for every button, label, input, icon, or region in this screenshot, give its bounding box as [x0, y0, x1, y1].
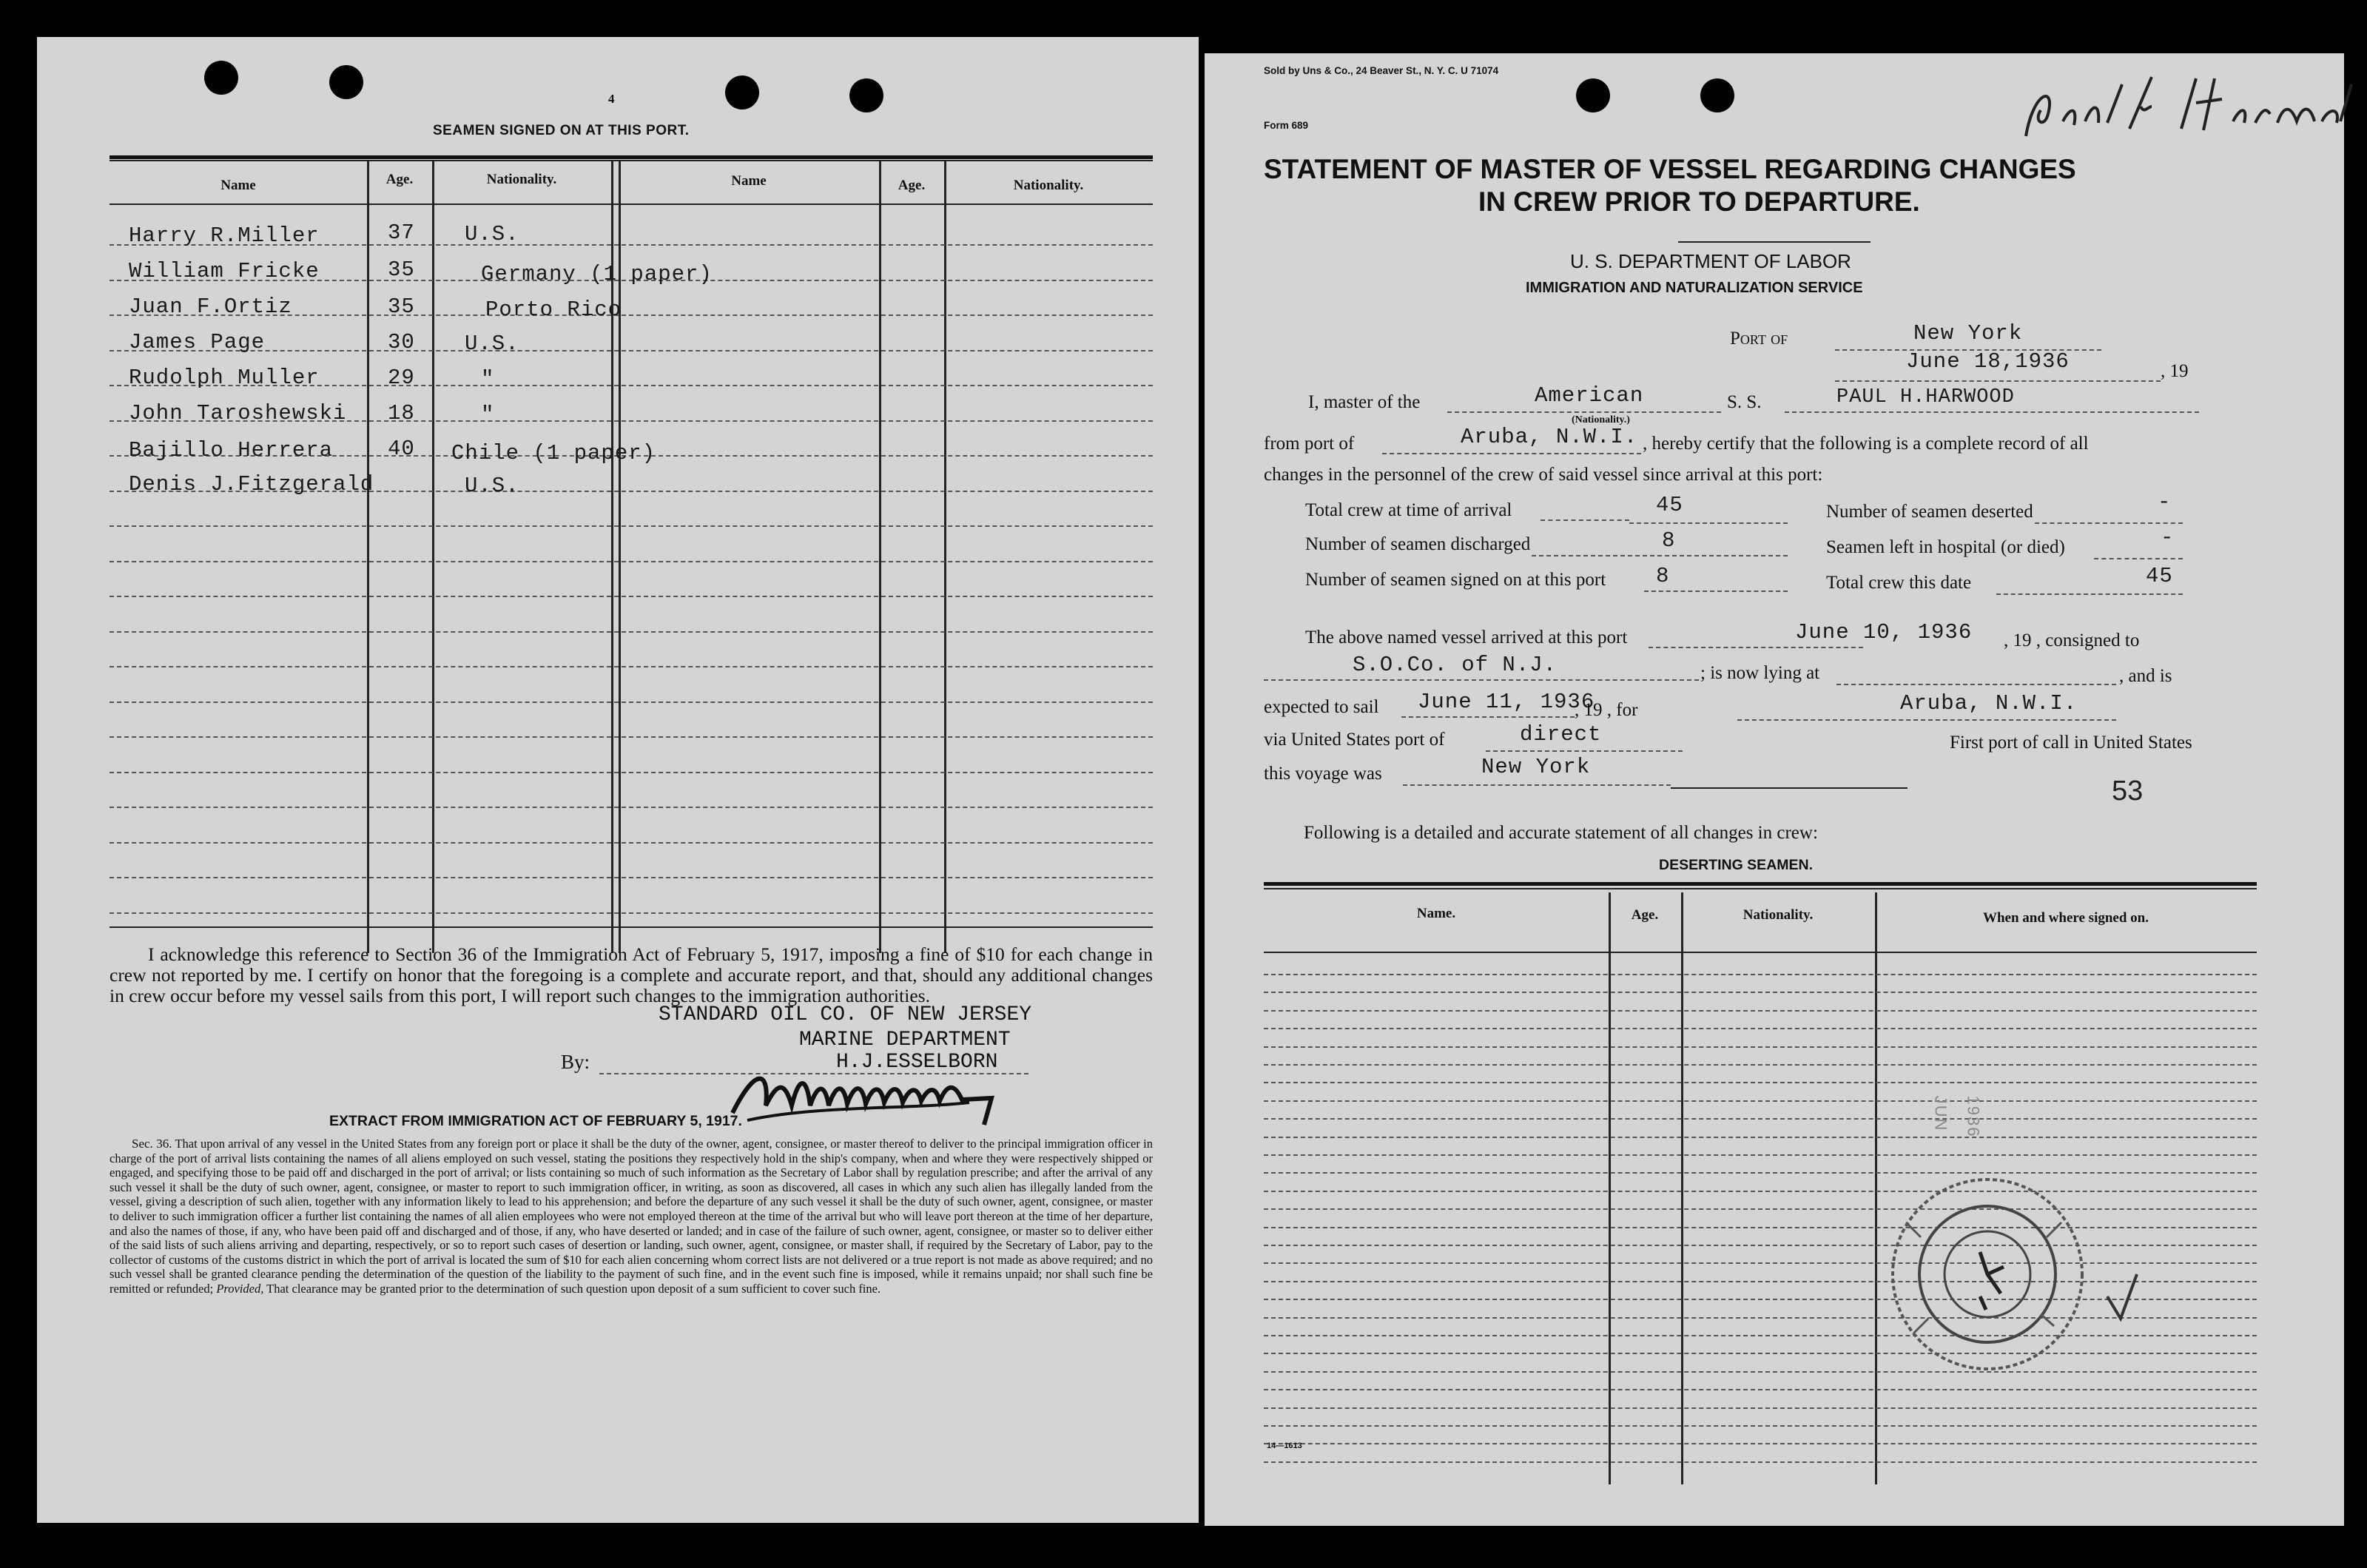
- extract-provided: Provided,: [216, 1281, 264, 1296]
- date-stamp-month: JUN: [1931, 1095, 1950, 1132]
- form-code: 14—1613: [1267, 1441, 1302, 1450]
- following-text: Following is a detailed and accurate statement of all changes in crew:: [1304, 823, 1818, 843]
- via-line: [1486, 750, 1683, 752]
- ruling-line: [1264, 1245, 2257, 1246]
- column-header-nationality-2: Nationality.: [1013, 178, 1084, 193]
- crew-name: Denis J.Fitzgerald: [129, 472, 374, 497]
- immigration-seal: [1869, 1163, 2106, 1385]
- expected-line: [1401, 716, 1575, 718]
- nationality-line: [1447, 411, 1721, 413]
- crew-name: William Fricke: [129, 259, 320, 283]
- page-count: 53: [2112, 775, 2144, 807]
- signed-on-label: Number of seamen signed on at this port: [1305, 570, 1606, 590]
- vessel-line: [1785, 411, 2199, 413]
- ruling-line: [1264, 1118, 2257, 1120]
- nationality-value: American: [1535, 383, 1644, 408]
- ruling-line: [1264, 1353, 2257, 1354]
- punch-hole: [1576, 78, 1610, 112]
- ruling-line: [1264, 1010, 2257, 1012]
- deserting-header-age: Age.: [1631, 907, 1659, 923]
- total-crew-arrival-value: 45: [1656, 493, 1683, 517]
- signed-on-value: 8: [1656, 564, 1670, 588]
- consigned-text: , 19 , consigned to: [2004, 630, 2140, 650]
- voyage-value: New York: [1481, 755, 1591, 779]
- crew-nationality: Germany (1 paper): [481, 262, 713, 286]
- first-port-label: First port of call in United States: [1950, 733, 2192, 753]
- from-port-value: Aruba, N.W.I.: [1461, 425, 1638, 449]
- check-mark-icon: [2100, 1267, 2144, 1326]
- ruling-line: [1264, 1154, 2257, 1156]
- column-header-name: Name: [220, 178, 256, 193]
- form-number: Form 689: [1264, 120, 1309, 131]
- nationality-caption: (Nationality.): [1572, 414, 1630, 425]
- ruling-line: [1264, 1335, 2257, 1336]
- ruling-line: [1264, 974, 2257, 975]
- crew-nationality: U.S.: [465, 222, 519, 246]
- ruling-line: [110, 666, 1153, 667]
- ruling-line: [1264, 1425, 2257, 1427]
- crew-age: 37: [388, 221, 415, 245]
- page-number: 4: [608, 92, 615, 106]
- ruling-line: [1264, 1191, 2257, 1192]
- master-signature-top: [2011, 70, 2359, 151]
- department-stamp: MARINE DEPARTMENT: [799, 1029, 1011, 1051]
- person-stamp: H.J.ESSELBORN: [836, 1051, 998, 1074]
- ruling-line: [1264, 1389, 2257, 1390]
- deserting-top-rule-2: [1264, 888, 2257, 889]
- hospital-value: -: [2161, 525, 2175, 550]
- ruling-line: [110, 736, 1153, 738]
- deserting-column-divider: [1609, 892, 1611, 1484]
- ruling-line: [110, 842, 1153, 844]
- column-header-name-2: Name: [731, 173, 767, 189]
- service: IMMIGRATION AND NATURALIZATION SERVICE: [1526, 280, 1863, 296]
- port-value: New York: [1913, 321, 2023, 346]
- crew-name: John Taroshewski: [129, 401, 347, 425]
- total-crew-date-label: Total crew this date: [1826, 573, 1972, 593]
- total-crew-arrival-line: [1541, 519, 1629, 521]
- crew-age: 30: [388, 330, 415, 354]
- crew-age: 35: [388, 295, 415, 319]
- form-title-line2: IN CREW PRIOR TO DEPARTURE.: [1478, 186, 1920, 217]
- ruling-line: [1264, 1227, 2257, 1228]
- ruling-line: [1264, 1443, 2257, 1444]
- destination-value: Aruba, N.W.I.: [1900, 691, 2078, 716]
- crew-age: 40: [388, 437, 415, 461]
- acknowledgement-text: I acknowledge this reference to Section 36 of the Immigration Act of February 5, 1917, imposing a fine of $10 for each change in crew not reported by me. I certify on honor that the foregoing is a complete and accurate report, and that, should any additional changes in crew occur before my vessel sails from this port, I will report such changes to the immigration authorities.: [110, 943, 1153, 1006]
- crew-name: Juan F.Ortiz: [129, 295, 292, 319]
- seamen-deserted-label: Number of seamen deserted: [1826, 502, 2033, 522]
- ruling-line: [110, 631, 1153, 633]
- arrived-value: June 10, 1936: [1795, 620, 1973, 645]
- lying-text: ; is now lying at: [1700, 663, 1820, 683]
- punch-hole: [725, 75, 759, 110]
- ruling-line: [1264, 1461, 2257, 1463]
- seamen-deserted-value: -: [2158, 490, 2172, 514]
- consignee-line: [1264, 679, 1699, 681]
- extract-text: That upon arrival of any vessel in the United States from any foreign port or place it shall be the duty of the owner, agent, consignee, or master thereof to deliver to the principal immigration officer in charge of the port of arrival lists containing the names of all aliens employed on such vessel, stating the positions they respectively hold in the ship's company, when and where they were respectively shipped or engaged, and specifying those to be paid off and discharged in the port of arrival; or lists containing so much of such information as the Secretary of Labor shall by regulation prescribe; and after the arrival of any such vessel it shall be the duty of such owner, agent, consignee, or master to report to such immigration officer, in writing, as soon as discovered, all cases in which any such alien has illegally landed from the vessel, giving a description of such alien, together with any information likely to lead to his apprehension; and before the departure of any such vessel it shall be the duty of such owner, agent, consignee, or master to deliver to such immigration officer a further list containing the names of all alien employees who were not employed thereon at the time of the arrival but who will leave port thereon at the time of her departure, and also the names of those, if any, who have been paid off and discharged and of those, if any, who have deserted or landed; and in case of the failure of such owner, agent, consignee, or master so to deliver either of the said lists of such aliens arriving and departing, respectively, or so to report such cases of desertion or landing, such owner, agent, consignee, or master shall, if required by the Secretary of Labor, pay to the collector of customs of the customs district in which the port of arrival is located the sum of $10 for each alien concerning whom correct lists are not delivered or a true report is not made as above required; and no such vessel shall be granted clearance pending the determination of the question of the liability to the payment of such fine, and in the event such fine is imposed, while it remains unpaid; nor shall such fine be remitted or refunded;: [110, 1137, 1153, 1296]
- crew-name: Harry R.Miller: [129, 223, 320, 248]
- ruling-line: [110, 807, 1153, 808]
- department: U. S. DEPARTMENT OF LABOR: [1570, 250, 1851, 272]
- arrived-line: [1649, 647, 1863, 648]
- crew-name: Bajillo Herrera: [129, 438, 334, 462]
- ruling-line: [1264, 1407, 2257, 1409]
- crew-nationality: ": [481, 367, 495, 391]
- from-port-label: from port of: [1264, 434, 1355, 454]
- ruling-line: [110, 701, 1153, 703]
- right-page: [1205, 53, 2344, 1526]
- ruling-line: [1264, 992, 2257, 993]
- date-stamp-year: 1936: [1964, 1095, 1983, 1138]
- left-page: [37, 37, 1199, 1523]
- for-text: , 19 , for: [1575, 700, 1638, 720]
- ruling-line: [110, 877, 1153, 878]
- seamen-discharged-line: [1532, 555, 1788, 556]
- certify-text: , hereby certify that the following is a complete record of all: [1643, 434, 2089, 454]
- deserting-heading: DESERTING SEAMEN.: [1659, 857, 1814, 873]
- ruling-line: [1264, 1082, 2257, 1083]
- ruling-line: [1264, 1208, 2257, 1210]
- ruling-line: [1264, 1028, 2257, 1029]
- signed-on-line: [1644, 590, 1788, 592]
- master-label: I, master of the: [1308, 392, 1421, 412]
- printer-note: Sold by Uns & Co., 24 Beaver St., N. Y. C. U 71074: [1264, 65, 1499, 76]
- ruling-line: [110, 912, 1153, 914]
- by-label: By:: [561, 1051, 590, 1073]
- total-crew-arrival-line-2: [1629, 522, 1788, 524]
- and-is-text: , and is: [2119, 666, 2172, 686]
- voyage-rule: [1671, 787, 1908, 789]
- extract-section: Sec. 36.: [132, 1137, 172, 1151]
- seamen-discharged-label: Number of seamen discharged: [1305, 534, 1531, 554]
- expected-label: expected to sail: [1264, 697, 1379, 717]
- form-title-line1: STATEMENT OF MASTER OF VESSEL REGARDING CHANGES: [1264, 154, 2076, 184]
- deserting-column-divider: [1681, 892, 1683, 1484]
- seamen-deserted-line: [2035, 522, 2183, 524]
- hospital-label: Seamen left in hospital (or died): [1826, 537, 2065, 557]
- extract-body: [110, 1137, 1153, 1296]
- master-signature: [725, 1054, 1051, 1135]
- table-header-rule: [110, 203, 1153, 205]
- column-header-nationality: Nationality.: [486, 172, 557, 187]
- table-bottom-rule: [110, 926, 1153, 928]
- voyage-line: [1403, 784, 1671, 786]
- ruling-line: [110, 772, 1153, 773]
- date-line: [1835, 380, 2161, 382]
- vessel-name: PAUL H.HARWOOD: [1836, 386, 2015, 408]
- extract-tail: That clearance may be granted prior to the determination of such question upon deposit of a sum sufficient to cover such fine.: [266, 1281, 881, 1296]
- crew-nationality: U.S.: [465, 474, 519, 498]
- via-value: direct: [1520, 722, 1602, 747]
- total-crew-date-value: 45: [2146, 564, 2173, 588]
- arrived-label: The above named vessel arrived at this port: [1305, 627, 1628, 647]
- table-top-rule: [110, 155, 1153, 159]
- ruling-line: [110, 561, 1153, 562]
- ss-label: S. S.: [1727, 392, 1762, 412]
- crew-nationality: ": [481, 403, 495, 427]
- crew-age: 29: [388, 366, 415, 390]
- crew-nationality: Porto Rico: [485, 297, 622, 322]
- from-port-line: [1382, 453, 1641, 454]
- crew-age: 35: [388, 258, 415, 282]
- deserting-header-nationality: Nationality.: [1743, 907, 1814, 923]
- destination-line: [1737, 719, 2116, 721]
- voyage-label: this voyage was: [1264, 764, 1382, 784]
- column-header-age-2: Age.: [898, 178, 926, 193]
- seamen-discharged-value: 8: [1662, 528, 1676, 553]
- ruling-line: [110, 525, 1153, 527]
- port-label: Port of: [1730, 329, 1788, 349]
- punch-hole: [329, 65, 363, 99]
- ruling-line: [1264, 1371, 2257, 1373]
- date-year: , 19: [2161, 361, 2189, 381]
- punch-hole: [204, 61, 238, 95]
- company-stamp: STANDARD OIL CO. OF NEW JERSEY: [659, 1003, 1032, 1026]
- ruling-line: [110, 596, 1153, 597]
- extract-title: EXTRACT FROM IMMIGRATION ACT OF FEBRUARY 5, 1917.: [329, 1113, 742, 1129]
- crew-name: James Page: [129, 330, 266, 354]
- total-crew-arrival-label: Total crew at time of arrival: [1305, 500, 1512, 520]
- table-top-rule-2: [110, 160, 1153, 161]
- column-header-age: Age.: [385, 172, 414, 187]
- title-rule: [1678, 241, 1871, 243]
- ruling-line: [1264, 1100, 2257, 1102]
- total-crew-date-line: [1996, 593, 2183, 595]
- via-label: via United States port of: [1264, 730, 1445, 750]
- ruling-line: [1264, 1064, 2257, 1066]
- ruling-line: [1264, 1262, 2257, 1264]
- hospital-line: [2094, 558, 2183, 559]
- ruling-line: [1264, 1137, 2257, 1138]
- punch-hole: [1700, 78, 1734, 112]
- crew-age: 18: [388, 401, 415, 425]
- date-value: June 18,1936: [1906, 349, 2070, 374]
- changes-text: changes in the personnel of the crew of said vessel since arrival at this port:: [1264, 465, 1823, 485]
- ruling-line: [1264, 1046, 2257, 1048]
- deserting-header-name: Name.: [1416, 906, 1456, 921]
- consignee-value: S.O.Co. of N.J.: [1353, 653, 1558, 677]
- crew-nationality: Chile (1 paper): [451, 441, 656, 465]
- crew-nationality: U.S.: [465, 332, 519, 356]
- lying-line: [1836, 684, 2116, 685]
- ruling-line: [1264, 1172, 2257, 1174]
- deserting-top-rule: [1264, 882, 2257, 886]
- deserting-header-rule: [1264, 952, 2257, 953]
- crew-name: Rudolph Muller: [129, 366, 320, 390]
- deserting-header-when-where: When and where signed on.: [1982, 910, 2149, 926]
- ruling-line: [110, 350, 1153, 351]
- expected-value: June 11, 1936: [1418, 690, 1595, 714]
- punch-hole: [849, 78, 883, 112]
- seamen-signed-on-heading: SEAMEN SIGNED ON AT THIS PORT.: [433, 123, 690, 138]
